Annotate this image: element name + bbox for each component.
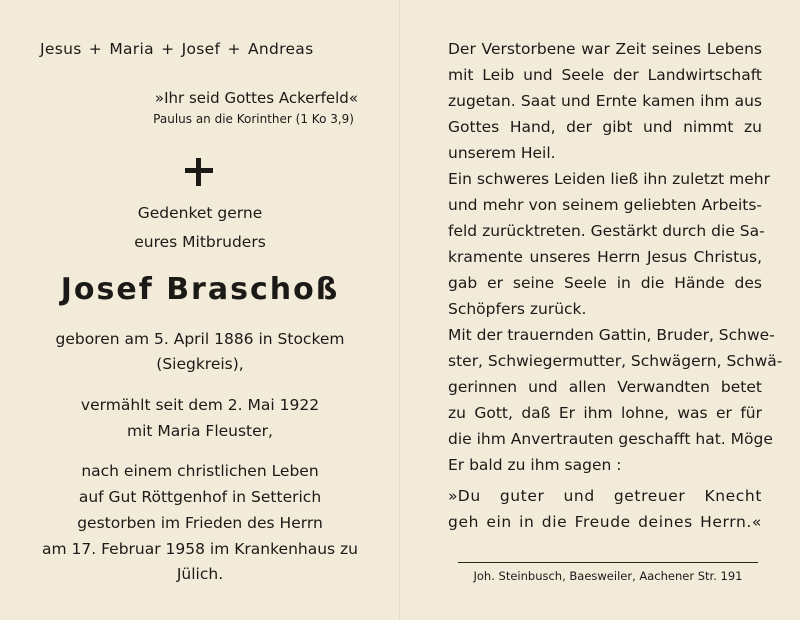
bio-line: geboren am 5. April 1886 in Stockem (55, 330, 345, 348)
cross-icon (185, 158, 213, 186)
obituary-line: zugetan. Saat und Ernte kamen ihm aus (448, 92, 762, 110)
obituary-line: feld zurücktreten. Gestärkt durch die Sa- (448, 222, 765, 240)
bio-line: mit Maria Fleuster, (127, 422, 273, 440)
obituary-line: Ein schweres Leiden ließ ihn zuletzt mehr (448, 170, 770, 188)
bio-line: (Siegkreis), (156, 355, 244, 373)
obituary-line: ster, Schwiegermutter, Schwägern, Schwä- (448, 352, 783, 370)
bio-line: gestorben im Frieden des Herrn (77, 514, 323, 532)
divider-line (458, 562, 758, 563)
obituary-line: mit Leib und Seele der Landwirtschaft (448, 66, 762, 84)
printer-imprint: Joh. Steinbusch, Baesweiler, Aachener Str. 191 (473, 569, 743, 583)
obituary-line: Gottes Hand, der gibt und nimmt zu (448, 118, 762, 136)
obituary-line: geh ein in die Freude deines Herrn.« (448, 513, 762, 531)
obituary-line: »Du guter und getreuer Knecht (448, 487, 762, 505)
obituary-line: Mit der trauernden Gattin, Bruder, Schwe- (448, 326, 775, 344)
right-panel (400, 0, 800, 620)
obituary-line: kramente unseres Herrn Jesus Christus, (448, 248, 762, 266)
holy-names: Jesus + Maria + Josef + Andreas (40, 40, 314, 58)
deceased-name: Josef Braschoß (60, 272, 340, 307)
bible-quote: »Ihr seid Gottes Ackerfeld« (154, 89, 358, 107)
bio-line: Jülich. (176, 565, 224, 583)
intro-line: Gedenket gerne (137, 204, 263, 222)
bio-line: auf Gut Röttgenhof in Setterich (78, 488, 322, 506)
obituary-line: und mehr von seinem geliebten Arbeits- (448, 196, 762, 214)
bible-reference: Paulus an die Korinther (1 Ko 3,9) (153, 112, 354, 126)
obituary-line: Der Verstorbene war Zeit seines Lebens (448, 40, 762, 58)
obituary-line: gab er seine Seele in die Hände des (448, 274, 762, 292)
obituary-line: unserem Heil. (448, 144, 556, 162)
intro-line: eures Mitbruders (134, 233, 266, 251)
obituary-line: Er bald zu ihm sagen : (448, 456, 622, 474)
bio-line: vermählt seit dem 2. Mai 1922 (80, 396, 320, 414)
obituary-line: gerinnen und allen Verwandten betet (448, 378, 762, 396)
bio-line: nach einem christlichen Leben (81, 462, 319, 480)
bio-line: am 17. Februar 1958 im Krankenhaus zu (42, 540, 358, 558)
obituary-line: Schöpfers zurück. (448, 300, 587, 318)
obituary-line: die ihm Anvertrauten geschafft hat. Möge (448, 430, 773, 448)
obituary-line: zu Gott, daß Er ihm lohne, was er für (448, 404, 762, 422)
